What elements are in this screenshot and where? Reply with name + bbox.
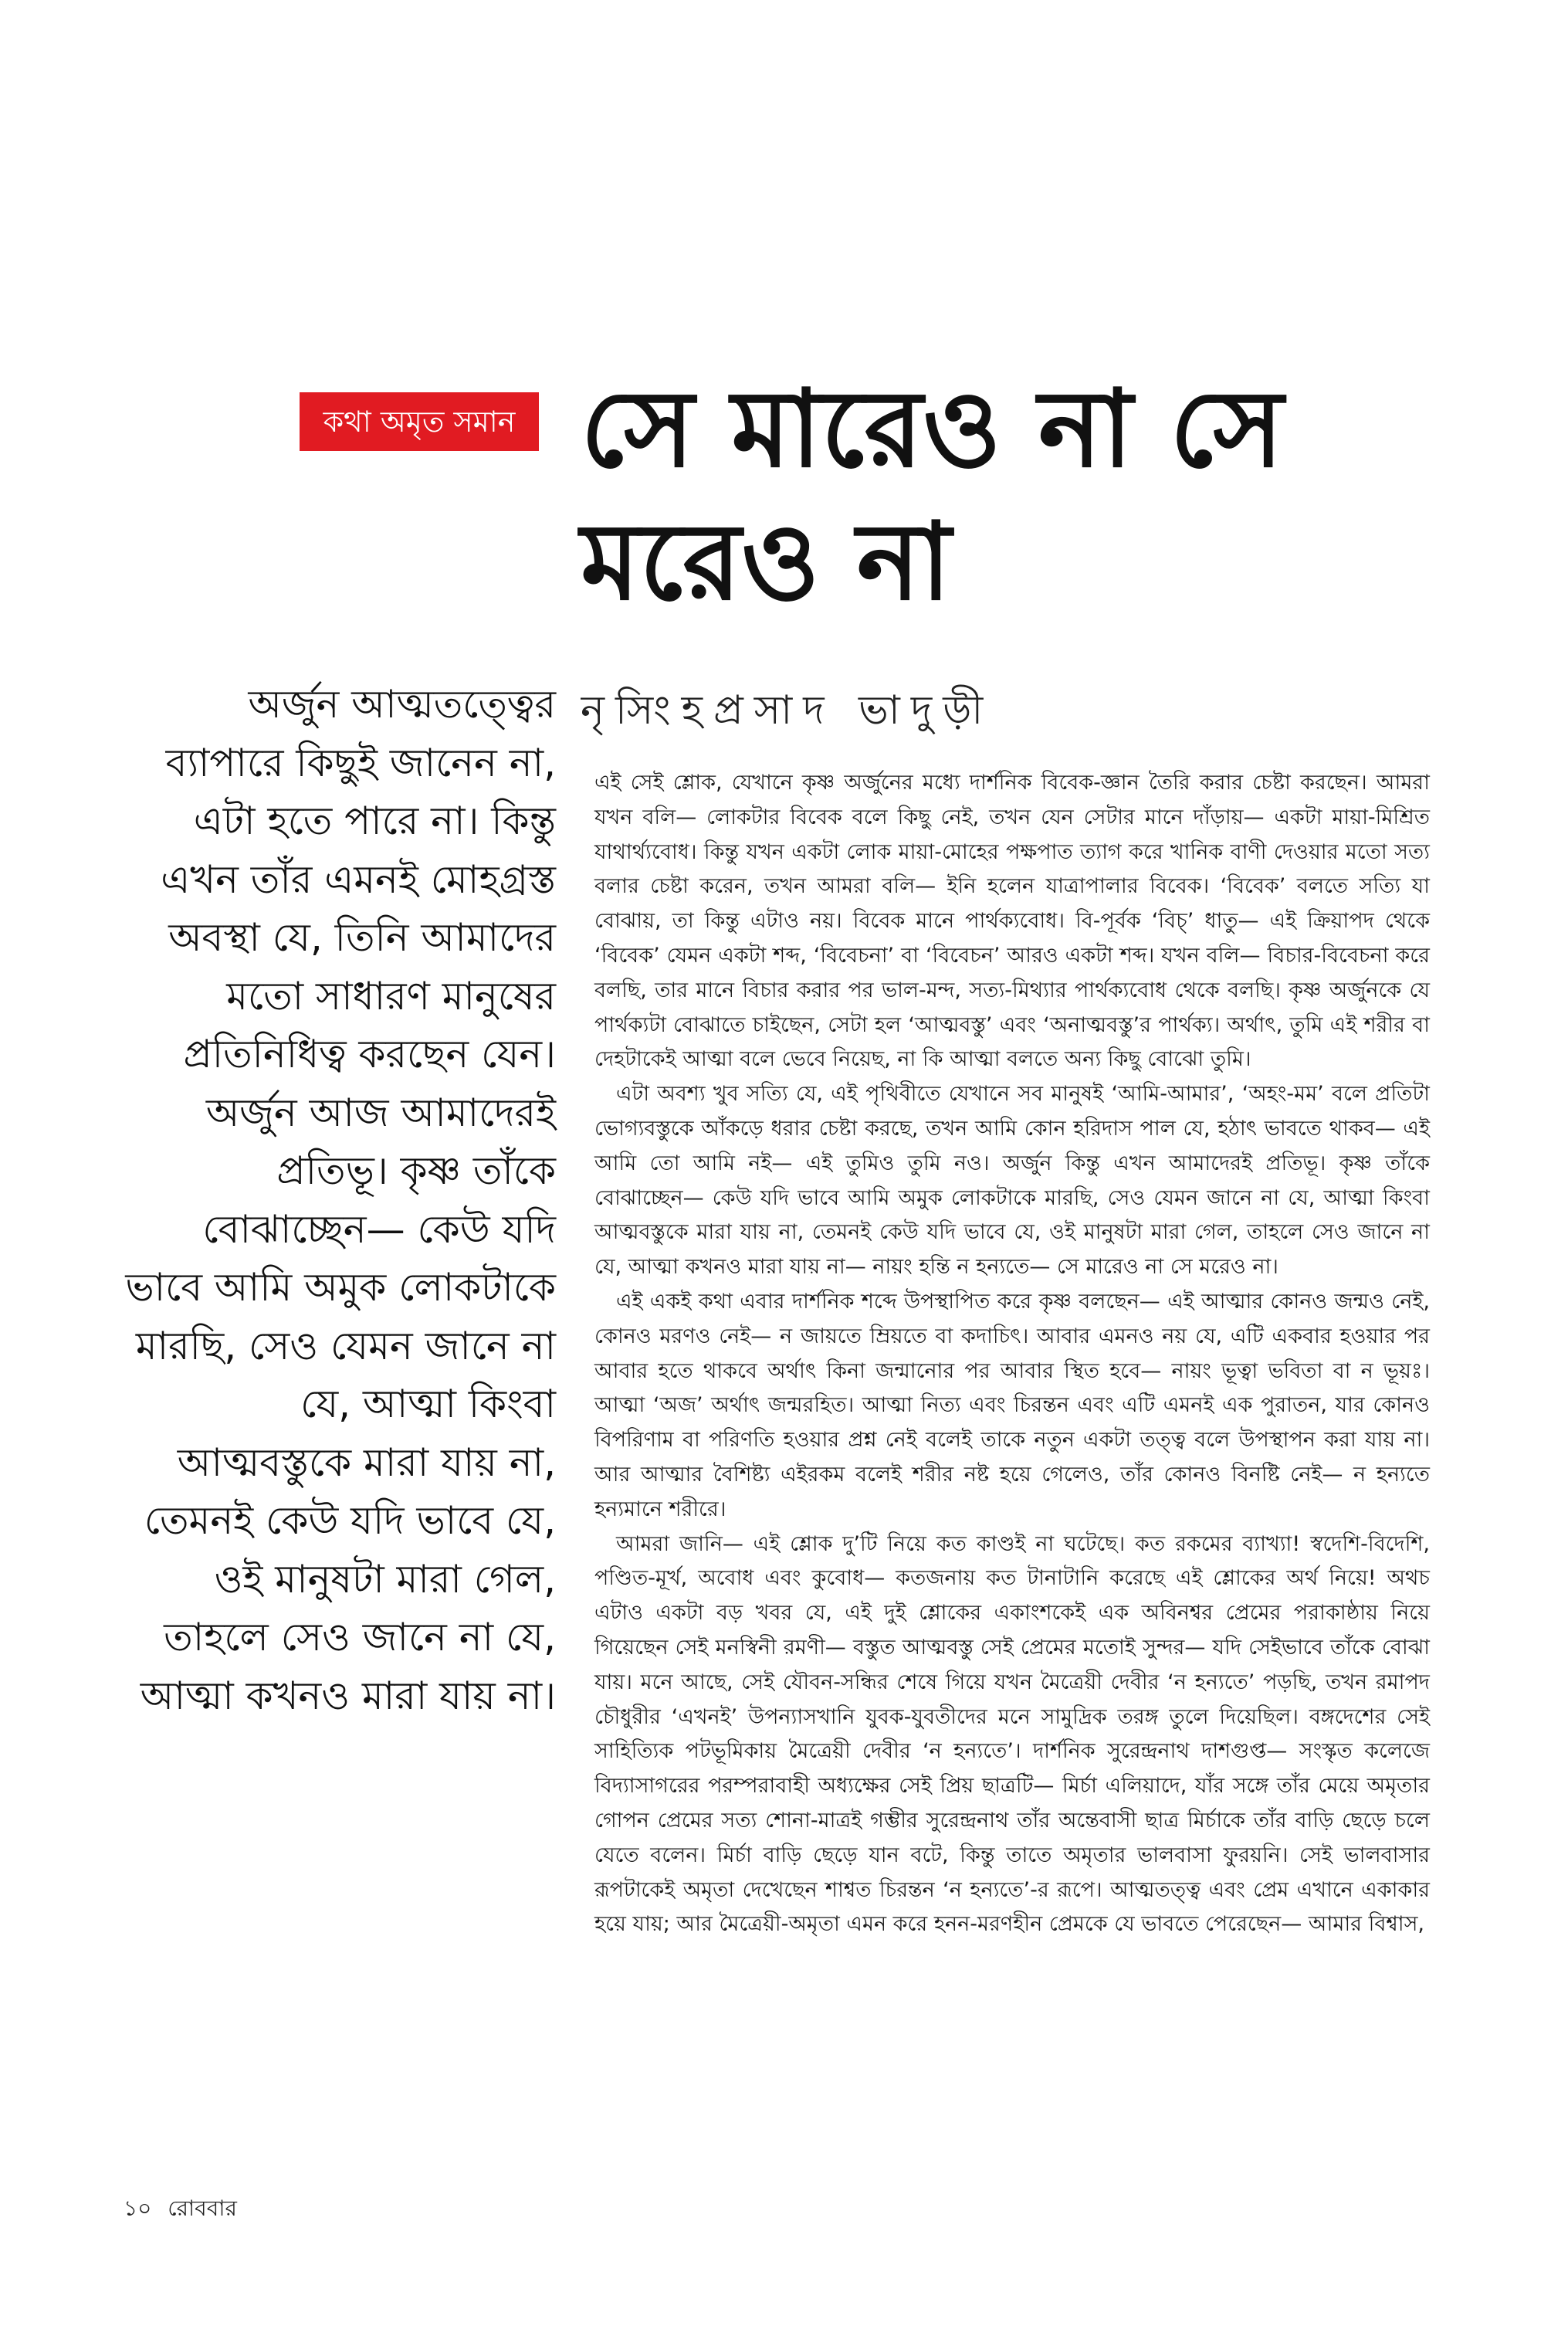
article-title: সে মারেও না সে মরেও না xyxy=(581,367,1284,624)
section-label: কথা অমৃত সমান xyxy=(300,392,539,451)
page-number: ১০ xyxy=(124,2195,152,2221)
page-footer xyxy=(124,2193,237,2224)
article-body xyxy=(594,766,1430,1942)
author-byline: নৃসিংহপ্রসাদ ভাদুড়ী xyxy=(581,687,994,734)
body-paragraph: আমরা জানি— এই শ্লোক দু’টি নিয়ে কত কাণ্ডই না ঘটেছে। কত রকমের ব্যাখ্যা! স্বদেশি-বিদেশি, পণ্ডিত-মূর্খ, অবোধ এবং কুবোধ— কতজনায় কত টানাটানি করেছে এই শ্লোকের অর্থ নিয়ে! অথচ এটাও একটা বড় খবর যে, এই দুই শ্লোকের একাংশকেই এক অবিনশ্বর প্রেমের পরাকাষ্ঠায় নিয়ে গিয়েছেন সেই মনস্বিনী রমণী— বস্তুত আত্মবস্তু সেই প্রেমের মতোই সুন্দর— যদি সেইভাবে তাঁকে বোঝা যায়। মনে আছে, সেই যৌবন-সন্ধির শেষে গিয়ে যখন মৈত্রেয়ী দেবীর ‘ন হন্যতে’ পড়ছি, তখন রমাপদ চৌধুরীর ‘এখনই’ উপন্যাসখানি যুবক-যুবতীদের মনে সামুদ্রিক তরঙ্গ তুলে দিয়েছিল। বঙ্গদেশের সেই সাহিত্যিক পটভূমিকায় মৈত্রেয়ী দেবীর ‘ন হন্যতে’। দার্শনিক সুরেন্দ্রনাথ দাশগুপ্ত— সংস্কৃত কলেজে বিদ্যাসাগরের পরম্পরাবাহী অধ্যক্ষের সেই প্রিয় ছাত্রটি— মির্চা এলিয়াদে, যাঁর সঙ্গে তাঁর মেয়ে অমৃতার গোপন প্রেমের সত্য শোনা-মাত্রই গম্ভীর সুরেন্দ্রনাথ তাঁর অন্তেবাসী ছাত্র মির্চাকে তাঁর বাড়ি ছেড়ে চলে যেতে বলেন। মির্চা বাড়ি ছেড়ে যান বটে, কিন্তু তাতে অমৃতার ভালবাসা ফুরয়নি। সেই ভালবাসার রূপটাকেই অমৃতা দেখেছেন শাশ্বত চিরন্তন ‘ন হন্যতে’-র রূপে। আত্মতত্ত্ব এবং প্রেম এখানে একাকার হয়ে যায়; আর মৈত্রেয়ী-অমৃতা এমন করে হনন-মরণহীন প্রেমকে যে ভাবতে পেরেছেন— আমার বিশ্বাস, xyxy=(594,1531,1430,1937)
body-paragraph: এটা অবশ্য খুব সত্যি যে, এই পৃথিবীতে যেখানে সব মানুষই ‘আমি-আমার’, ‘অহং-মম’ বলে প্রতিটা ভোগ্যবস্তুকে আঁকড়ে ধরার চেষ্টা করছে, তখন আমি কোন হরিদাস পাল যে, হঠাৎ ভাবতে থাকব— এই আমি তো আমি নই— এই তুমিও তুমি নও। অর্জুন কিন্তু এখন আমাদেরই প্রতিভূ। কৃষ্ণ তাঁকে বোঝাচ্ছেন— কেউ যদি ভাবে আমি অমুক লোকটাকে মারছি, সেও যেমন জানে না যে, আত্মা কিংবা আত্মবস্তুকে মারা যায় না, তেমনই কেউ যদি ভাবে যে, ওই মানুষটা মারা গেল, তাহলে সেও জানে না যে, আত্মা কখনও মারা যায় না— নায়ং হন্তি ন হন্যতে— সে মারেও না সে মরেও না। xyxy=(594,1082,1430,1280)
body-paragraph: এই একই কথা এবার দার্শনিক শব্দে উপস্থাপিত করে কৃষ্ণ বলছেন— এই আত্মার কোনও জন্মও নেই, কোনও মরণও নেই— ন জায়তে ম্রিয়তে বা কদাচিৎ। আবার এমনও নয় যে, এটি একবার হওয়ার পর আবার হতে থাকবে অর্থাৎ কিনা জন্মানোর পর আবার স্থিত হবে— নায়ং ভূত্বা ভবিতা বা ন ভূয়ঃ। আত্মা ‘অজ’ অর্থাৎ জন্মরহিত। আত্মা নিত্য এবং চিরন্তন এবং এটি এমনই এক পুরাতন, যার কোনও বিপরিণাম বা পরিণতি হওয়ার প্রশ্ন নেই বলেই তাকে নতুন একটা তত্ত্ব বলে উপস্থাপন করা যায় না। আর আত্মার বৈশিষ্ট্য এইরকম বলেই শরীর নষ্ট হয়ে গেলেও, তাঁর কোনও বিনষ্টি নেই— ন হন্যতে হন্যমানে শরীরে। xyxy=(594,1289,1430,1521)
pull-quote: অর্জুন আত্মতত্ত্বের ব্যাপারে কিছুই জানেন না, এটা হতে পারে না। কিন্তু এখন তাঁর এমনই মোহগ্রস্ত অবস্থা যে, তিনি আমাদের মতো সাধারণ মানুষের প্রতিনিধিত্ব করছেন যেন। অর্জুন আজ আমাদেরই প্রতিভূ। কৃষ্ণ তাঁকে বোঝাচ্ছেন— কেউ যদি ভাবে আমি অমুক লোকটাকে মারছি, সেও যেমন জানে না যে, আত্মা কিংবা আত্মবস্তুকে মারা যায় না, তেমনই কেউ যদি ভাবে যে, ওই মানুষটা মারা গেল, তাহলে সেও জানে না যে, আত্মা কখনও মারা যায় না। xyxy=(125,682,556,1718)
publication-name: রোববার xyxy=(168,2195,237,2221)
body-paragraph: এই সেই শ্লোক, যেখানে কৃষ্ণ অর্জুনের মধ্যে দার্শনিক বিবেক-জ্ঞান তৈরি করার চেষ্টা করছেন। আমরা যখন বলি— লোকটার বিবেক বলে কিছু নেই, তখন যেন সেটার মানে দাঁড়ায়— একটা মায়া-মিশ্রিত যাথার্থ্যবোধ। কিন্তু যখন একটা লোক মায়া-মোহের পক্ষপাত ত্যাগ করে খানিক বাণী দেওয়ার মতো সত্য বলার চেষ্টা করেন, তখন আমরা বলি— ইনি হলেন যাত্রাপালার বিবেক। ‘বিবেক’ বলতে সত্যি যা বোঝায়, তা কিন্তু এটাও নয়। বিবেক মানে পার্থক্যবোধ। বি-পূর্বক ‘বিচ্’ ধাতু— এই ক্রিয়াপদ থেকে ‘বিবেক’ যেমন একটা শব্দ, ‘বিবেচনা’ বা ‘বিবেচন’ আরও একটা শব্দ। যখন বলি— বিচার-বিবেচনা করে বলছি, তার মানে বিচার করার পর ভাল-মন্দ, সত্য-মিথ্যার পার্থক্যবোধ থেকে বলছি। কৃষ্ণ অর্জুনকে যে পার্থক্যটা বোঝাতে চাইছেন, সেটা হল ‘আত্মবস্তু’ এবং ‘অনাত্মবস্তু’র পার্থক্য। অর্থাৎ, তুমি এই শরীর বা দেহটাকেই আত্মা বলে ভেবে নিয়েছ, না কি আত্মা বলতে অন্য কিছু বোঝো তুমি। xyxy=(594,771,1430,1072)
